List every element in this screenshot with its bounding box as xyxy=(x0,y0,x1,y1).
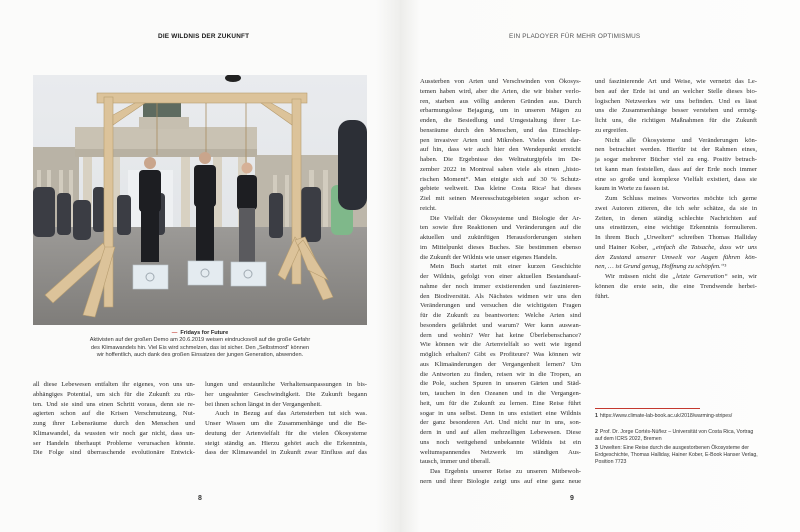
text-line: Zeiten, in denen ständig schlechte Nachrichten auf xyxy=(595,214,757,222)
text-line: her ungeahnter Geschwindigkeit. Die Zukunft begann xyxy=(205,390,367,398)
left-body-column-1 xyxy=(33,380,195,458)
quote-text: „einfach die Tatsache, dass wir uns xyxy=(652,243,758,251)
text-line: steigt ständig an. Hierzu gehört auch die Erkenntnis, xyxy=(205,439,367,447)
text-line: führt. xyxy=(595,292,610,300)
text-line: Mein Buch startet mit einer kurzen Geschichte xyxy=(430,263,581,271)
footnote-3 xyxy=(595,445,760,466)
text-line: reicht. xyxy=(420,204,437,212)
text-line: nern und ihrer Biologie zeigt uns auf eine ganz neue xyxy=(420,477,581,485)
caption-dash: — xyxy=(171,330,178,336)
protest-photo xyxy=(33,75,367,325)
paragraph xyxy=(33,380,195,458)
text-line: Aussterben von Arten und Verschwinden von Ökosys- xyxy=(420,78,581,85)
text-line: Das Ergebnis unserer Reise zu unseren Mitbewoh- xyxy=(430,468,581,475)
text-line: sogar in uns selbst. Denn in uns existiert eine Wildnis xyxy=(420,409,581,417)
text-line: aktuellen und zukünftigen Herausforderungen stehen xyxy=(420,234,581,241)
text-line: zung ihrer Lebensräume durch den Menschen und xyxy=(33,420,195,427)
text-line: Nicht alle Ökosysteme und Veränderungen kön- xyxy=(605,136,757,144)
text-line: ben auf der Erde ist und an welcher Stelle dieses bio- xyxy=(595,87,757,95)
text-line: kaum in Worte zu fassen ist. xyxy=(595,185,670,193)
text-line: uns noch weitgehend unbekannte Wildnis ist ein xyxy=(420,438,581,446)
text-line: im Mittelpunkt dieses Buches. Sie bestimmen ebenso xyxy=(420,243,581,251)
text-line: bensräume durch den Menschen, und das Einschlep- xyxy=(420,126,581,134)
text-segment: Wir müssen nicht die xyxy=(605,273,673,280)
text-line xyxy=(595,272,757,282)
text-segment: sein, wir xyxy=(727,273,757,280)
text-line: dern in und auf allen mehrzelligen Lebewesen. Diese xyxy=(420,429,581,436)
text-line: aus Klimaänderungen der Vergangenheit lernen? Um xyxy=(420,360,581,368)
running-head-right: EIN PLADOYER FÜR MEHR OPTIMISMUS xyxy=(509,33,641,40)
footnote-number: 3 xyxy=(595,445,598,451)
footnote-1 xyxy=(595,413,760,420)
footnote-number: 1 xyxy=(595,413,598,419)
paragraph xyxy=(420,77,581,214)
text-line: agierten schon auf die Krisen Verschmutzung, Nut- xyxy=(33,410,195,418)
text-line: enden, die Besiedlung und Umgestaltung ihrer Le- xyxy=(420,117,581,124)
text-line: pen invasiver Arten und Mikroben. Vieles deutet dar- xyxy=(420,136,581,144)
text-line: logischen Netzwerkes wir uns befinden. Und es lässt xyxy=(595,97,757,105)
photo-caption xyxy=(33,330,367,359)
footnote-text[interactable]: https://www.climate-lab-book.ac.uk/2018/warming-stripes/ xyxy=(599,413,733,419)
text-line: deutung der Artenvielfalt für die vielen Ökosysteme xyxy=(205,429,367,437)
footnote-text: Prof. Dr. Jorge Cortés-Núñez – Universität von Costa Rica, Vortrag auf dem ICRS 2022, Bremen xyxy=(595,429,754,442)
paragraph xyxy=(205,409,367,458)
text-line: Die Vielfalt der Ökosysteme und Biologie der Ar- xyxy=(430,214,581,222)
left-body-column-2 xyxy=(205,380,367,458)
text-line: uns einstürzen, eine wichtige Erkenntnis formulieren. xyxy=(595,224,757,232)
text-line: die Pole, suchen Spuren in unseren Gärten und Städ- xyxy=(420,380,581,388)
right-body-column-1 xyxy=(420,77,581,487)
page-number-right: 9 xyxy=(570,495,574,502)
text-line: Zum Schluss meines Vorwortes möchte ich gerne xyxy=(605,195,757,202)
text-line: Die Folge sind überraschende evolutionäre Entwick- xyxy=(33,449,195,457)
paragraph xyxy=(595,272,757,301)
text-line: die Zukunft der Wildnis wie unser eigenes Handeln. xyxy=(420,253,558,261)
footnote-2 xyxy=(595,429,760,443)
text-line: Veränderungen und versuchen die wichtigsten Fragen xyxy=(420,302,581,310)
text-line xyxy=(595,253,757,263)
text-line: haben. Die Ergebnisse des Weltnaturgipfels im De- xyxy=(420,156,581,163)
text-line: bei ihnen schon längst in der Vergangenheit. xyxy=(205,400,322,408)
text-line: rischen Moment“. Man einigte sich auf 30 % Schutz- xyxy=(420,175,581,183)
text-line: eine so große und komplexe Vielfalt existiert, dass sie xyxy=(595,175,757,183)
text-line: für die Zukunft zu beantworten: Welche Arten sind xyxy=(420,312,581,319)
text-line: ten, tauchen in den Ozeanen und in die Vergangen- xyxy=(420,390,581,397)
paragraph xyxy=(595,77,757,136)
page-number-left: 8 xyxy=(198,495,202,502)
text-line: Klimawandel, da wussten wir noch gar nicht, dass un- xyxy=(33,429,195,437)
quote-text: den Zustand unserer Umwelt vor Augen führen kön- xyxy=(595,253,757,261)
text-line: abhängiges Potential, um sich für die Zukunft zu rüs- xyxy=(33,390,195,398)
text-line: auf hin, dass wir auch hier den Wendepunkt erreicht xyxy=(420,146,581,154)
text-line: nen betrachtet werden. Hierfür ist der Rahmen eines, xyxy=(595,146,757,154)
paragraph xyxy=(420,467,581,487)
text-line: der ganz besonderen Art. Und nicht nur in uns, son- xyxy=(420,419,581,427)
text-line: Unser Wissen um die Zusammenhänge und die Be- xyxy=(205,420,367,427)
paragraph xyxy=(420,262,581,467)
text-line: all diese Lebewesen entfalten ihr eigenes, von uns un- xyxy=(33,381,195,388)
text-line: dass der Klimawandel in Zukunft zwar Einfluss auf das xyxy=(205,449,367,457)
text-line: lungen und erstaunliche Verhaltensanpassungen in bis- xyxy=(205,381,367,388)
caption-title: Fridays for Future xyxy=(180,330,229,336)
text-line: zember 2022 in Montreal sahen viele als einen „histo- xyxy=(420,165,581,173)
text-line: In ihrem Buch „Urwelten“ schreiben Thomas Halliday xyxy=(595,234,757,241)
paragraph xyxy=(595,136,757,195)
text-line: dern und wohin? Wer hat keine Überlebenschance? xyxy=(420,331,581,339)
paragraph xyxy=(595,194,757,272)
text-segment: ³ xyxy=(724,263,727,271)
text-line: nahme der noch immer existierenden und faszinieren- xyxy=(420,282,581,290)
caption-text: Aktivisten auf der großen Demo am 20.6.2019 weisen eindrucksvoll auf die große Gefahr des Klimawandels hin. Viel Eis wird schmelzen, das ist sicher. Den „Selbstmord“ können wir hoffentlich, auch dank des großen Einsatzes der jungen Generation, abwenden. xyxy=(89,337,311,358)
text-line: ten sowie ihre Reaktionen und Veränderungen auf die xyxy=(420,224,581,232)
text-line: tet kann man feststellen, dass auf der Erde noch immer xyxy=(595,165,757,173)
text-line: heit, um für die Zukunft zu lernen. Eine Reise führt xyxy=(420,399,581,407)
text-line: Wie können wir die Artenvielfalt so weit wie irgend xyxy=(420,341,581,349)
text-line: ren, starben aus völlig anderen Gründen aus. Durch xyxy=(420,97,581,105)
text-line xyxy=(595,243,757,253)
text-line: zu ergreifen. xyxy=(595,126,629,134)
text-line: möglich erhalten? Gibt es Profiteure? Was können wir xyxy=(420,351,581,358)
text-line: ja sogar mehrerer Bücher viel zu eng. Positiv betrach- xyxy=(595,156,757,163)
paragraph xyxy=(205,380,367,409)
footnote-text: Urwelten: Eine Reise durch die ausgestorbenen Ökosysteme der Erdgeschichte, Thomas Halliday, Hainer Kober, E-Book Hanser Verlag, Position 7723 xyxy=(595,445,758,465)
text-line: ser Handeln überhaupt Probleme verursachen könnte. xyxy=(33,439,195,447)
text-segment: und Hainer Kober, xyxy=(595,243,653,251)
running-head-left: DIE WILDNIS DER ZUKUNFT xyxy=(158,33,250,40)
paragraph xyxy=(420,214,581,263)
text-line: und faszinierende Art und Weise, wie vernetzt das Le- xyxy=(595,78,757,85)
text-line: gebiete weltweit. Das kleine Costa Rica² hat dieses xyxy=(420,185,581,193)
text-line: uns die Zusammenhänge besser verstehen und ermög- xyxy=(595,107,757,115)
text-line: können die erste sein, die eine Trendwende herbei- xyxy=(595,282,757,290)
quote-text: nen, … ist Grund genug, Hoffnung zu schöpfen.“ xyxy=(595,263,725,271)
right-page xyxy=(400,0,800,532)
text-line: Ziel mit seinen Meeresschutzgebieten sogar schon er- xyxy=(420,195,581,202)
text-line: erbarmungslose Bejagung, um in unseren Mägen zu xyxy=(420,107,581,115)
text-line xyxy=(595,262,757,272)
text-line: temen haben wird, aber die Arten, die wir bisher verlo- xyxy=(420,87,581,95)
footnote-rule xyxy=(595,408,700,409)
footnote-number: 2 xyxy=(595,429,598,435)
right-body-column-2 xyxy=(595,77,757,301)
text-line: den Biodiversität. Als Nächstes widmen wir uns den xyxy=(420,292,581,300)
text-line: der Wildnis, gefolgt von einer aktuellen Bestandsauf- xyxy=(420,273,581,280)
text-line: die Antworten zu finden, reisen wir in die Tropen, an xyxy=(420,370,581,378)
text-line: zwei Autoren zitieren, die ich sehr schätze, da sie in xyxy=(595,204,757,212)
quote-text: „letzte Generation“ xyxy=(672,273,728,280)
text-line: weltumspannendes Netzwerk im ständigen Aus- xyxy=(420,448,581,456)
text-line: Auch in Bezug auf das Artensterben tut sich was. xyxy=(215,410,367,418)
text-line: ten. Und sie sind uns einen Schritt voraus, denn sie re- xyxy=(33,400,195,408)
text-line: besonders gefährdet und warum? Wer kann auswan- xyxy=(420,321,581,329)
text-line: tausch, immer und überall. xyxy=(420,458,491,466)
text-line: licht uns, die richtigen Maßnahmen für die Zukunft xyxy=(595,117,757,124)
